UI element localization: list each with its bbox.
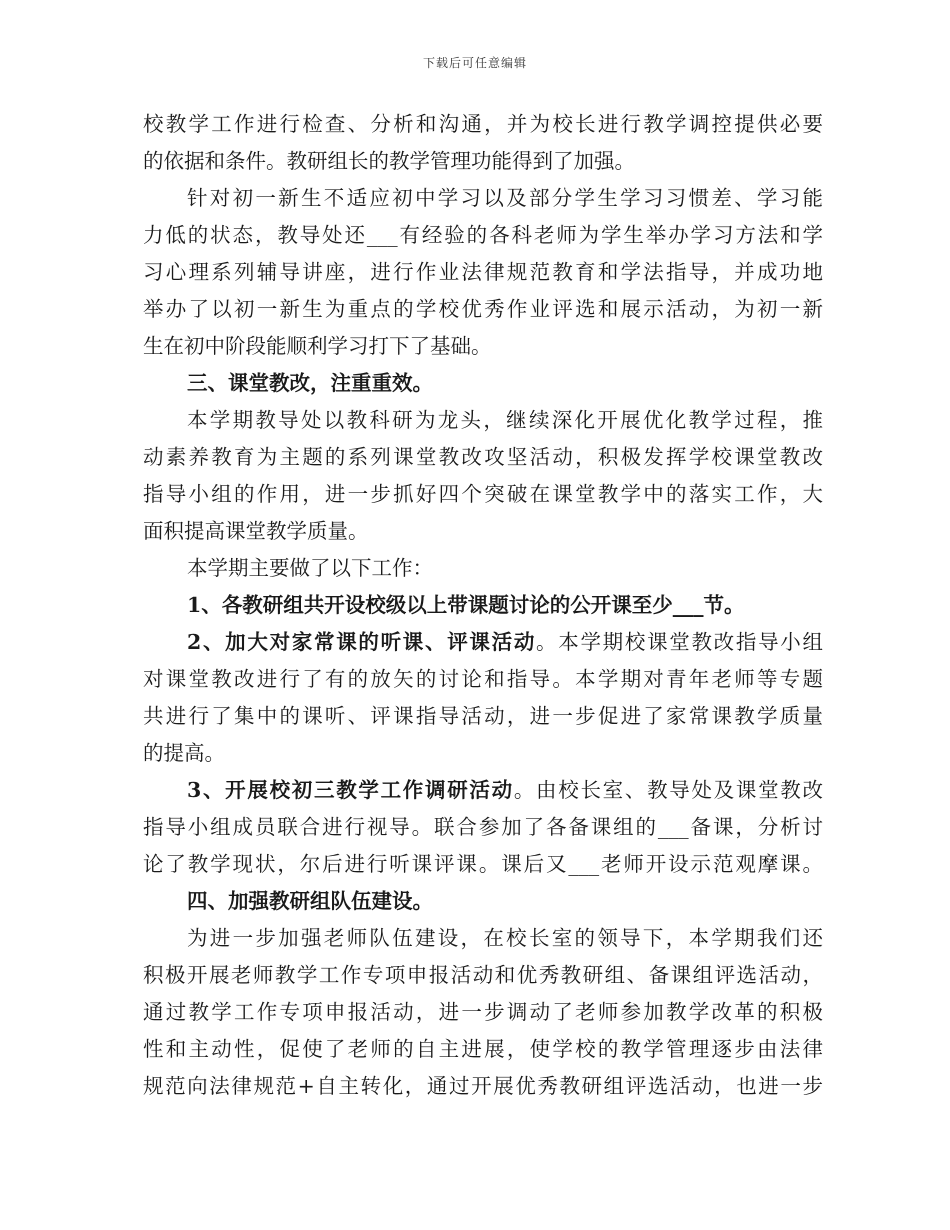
body-text-line: 校教学工作进行检查、分析和沟通，并为校长进行教学调控提供必要 [143,112,823,136]
inline-heading: 2、加大对家常课的听课、评课活动 [187,630,537,654]
body-text-line: 通过教学工作专项申报活动，进一步调动了老师参加教学改革的积极 [143,1000,823,1024]
inline-heading: 3、开展校初三教学工作调研活动 [187,778,514,802]
body-text-line [143,624,823,661]
body-text-line: 举办了以初一新生为重点的学校优秀作业评选和展示活动，为初一新 [143,297,823,321]
document-body [143,106,823,1105]
body-text-line: 本学期教导处以教科研为龙头，继续深化开展优化教学过程，推 [187,408,823,432]
page-header-note: 下载后可任意编辑 [422,56,527,70]
body-text-line: 力低的状态，教导处还___有经验的各科老师为学生举办学习方法和学 [143,223,823,247]
body-text-line: 论了教学现状，尔后进行听课评课。课后又___老师开设示范观摩课。 [143,852,823,876]
section-heading-line: 四、加强教研组队伍建设。 [187,889,433,913]
section-heading-line: 1、各教研组共开设校级以上带课题讨论的公开课至少___节。 [187,593,745,617]
body-text-line: 习心理系列辅导讲座，进行作业法律规范教育和学法指导，并成功地 [143,260,823,284]
body-text-line: 指导小组的作用，进一步抓好四个突破在课堂教学中的落实工作，大 [143,482,823,506]
body-text-line: 对课堂教改进行了有的放矢的讨论和指导。本学期对青年老师等专题 [143,667,823,691]
body-text-line: 共进行了集中的课听、评课指导活动，进一步促进了家常课教学质量 [143,704,823,728]
body-text-line: 为进一步加强老师队伍建设，在校长室的领导下，本学期我们还 [187,926,823,950]
inline-text: 。本学期校课堂教改指导小组 [536,630,824,654]
body-text-line: 积极开展老师教学工作专项申报活动和优秀教研组、备课组评选活动， [143,963,823,987]
body-text-line: 的提高。 [143,741,225,765]
section-heading-line: 三、课堂教改，注重重效。 [187,371,433,395]
body-text-line: 性和主动性，促使了老师的自主进展，使学校的教学管理逐步由法律 [143,1037,823,1061]
body-text-line: 动素养教育为主题的系列课堂教改攻坚活动，积极发挥学校课堂教改 [143,445,823,469]
body-text-line: 生在初中阶段能顺利学习打下了基础。 [143,334,492,358]
body-text-line: 指导小组成员联合进行视导。联合参加了各备课组的___备课，分析讨 [143,815,823,839]
body-text-line [143,772,823,809]
body-text-line: 面积提高课堂教学质量。 [143,519,369,543]
body-text-line: 规范向法律规范+自主转化，通过开展优秀教研组评选活动，也进一步 [143,1074,823,1098]
body-text-line: 的依据和条件。教研组长的教学管理功能得到了加强。 [143,149,635,173]
body-text-line: 本学期主要做了以下工作： [187,556,433,580]
inline-text: 。由校长室、教导处及课堂教改 [513,778,824,802]
body-text-line: 针对初一新生不适应初中学习以及部分学生学习习惯差、学习能 [187,186,823,210]
